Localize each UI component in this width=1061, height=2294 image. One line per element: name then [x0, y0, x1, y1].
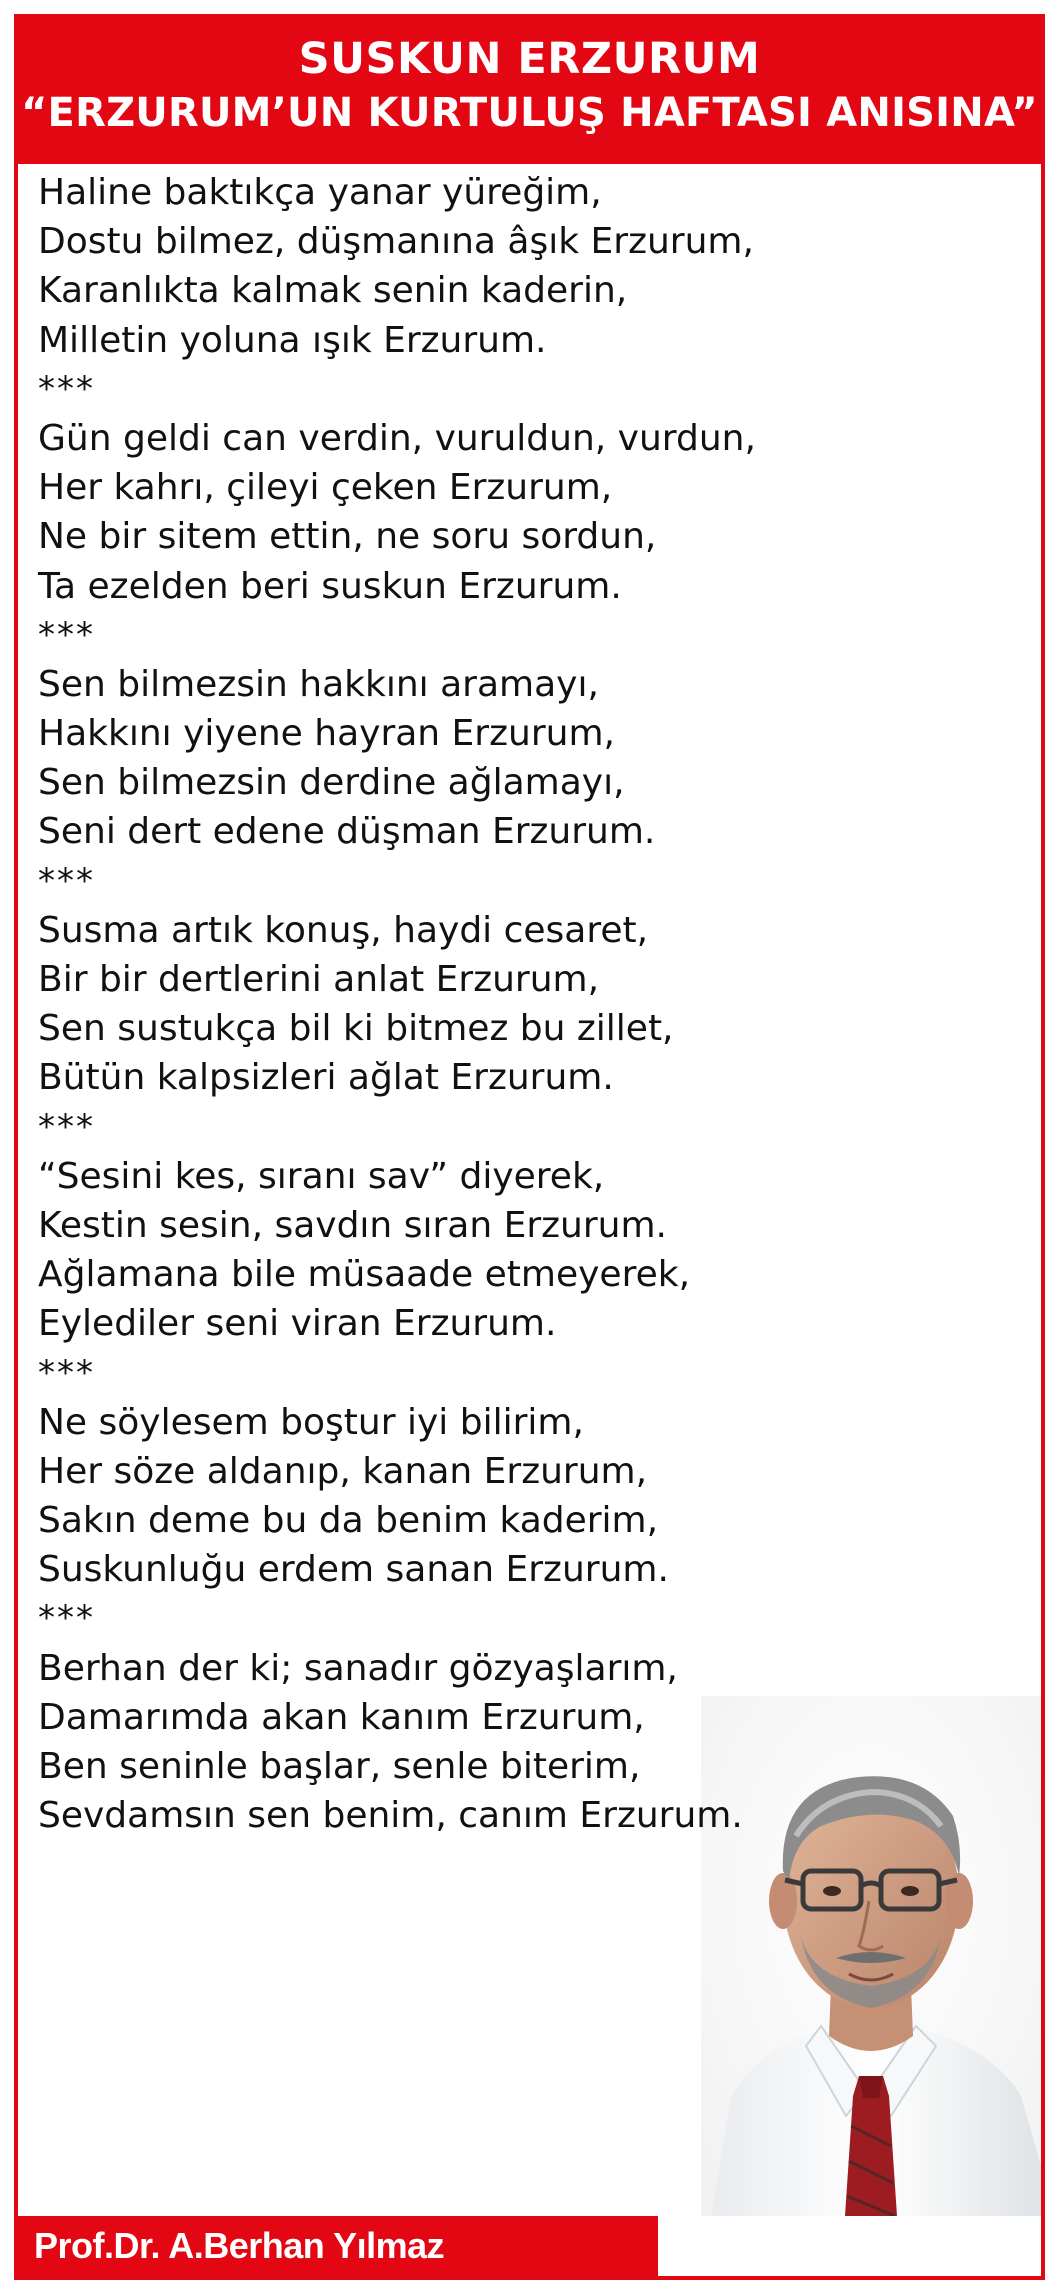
poem-line: Kestin sesin, savdın sıran Erzurum.	[38, 1204, 667, 1246]
poem-line: Berhan der ki; sanadır gözyaşlarım,	[38, 1647, 678, 1689]
stanza-separator: ***	[38, 860, 95, 901]
stanza-separator: ***	[38, 1598, 95, 1639]
poem-line: Sen sustukça bil ki bitmez bu zillet,	[38, 1008, 674, 1050]
poem-line: Sen bilmezsin hakkını aramayı,	[38, 663, 599, 705]
poem-line: Gün geldi can verdin, vuruldun, vurdun,	[38, 417, 756, 459]
poem-line: Bütün kalpsizleri ağlat Erzurum.	[38, 1057, 614, 1099]
poem-line: Dostu bilmez, düşmanına âşık Erzurum,	[38, 221, 754, 263]
poem-line: Sevdamsın sen benim, canım Erzurum.	[38, 1795, 743, 1837]
stanza-separator: ***	[38, 614, 95, 655]
poem-line: Karanlıkta kalmak senin kaderin,	[38, 270, 628, 312]
poem-body	[38, 168, 1028, 1840]
poem-line: Milletin yoluna ışık Erzurum.	[38, 319, 547, 361]
poem-line: Susma artık konuş, haydi cesaret,	[38, 909, 649, 951]
poem-line: Her söze aldanıp, kanan Erzurum,	[38, 1450, 648, 1492]
poem-line: “Sesini kes, sıranı sav” diyerek,	[38, 1155, 605, 1197]
stanza-separator: ***	[38, 368, 95, 409]
poem-line: Sakın deme bu da benim kaderim,	[38, 1500, 659, 1542]
poem-line: Damarımda akan kanım Erzurum,	[38, 1696, 645, 1738]
poem-line: Sen bilmezsin derdine ağlamayı,	[38, 762, 625, 804]
header-banner	[18, 18, 1041, 164]
stanza-separator: ***	[38, 1352, 95, 1393]
author-name-bar: Prof.Dr. A.Berhan Yılmaz	[18, 2216, 658, 2276]
poem-title: SUSKUN ERZURUM	[298, 34, 761, 84]
poem-line: Ne bir sitem ettin, ne soru sordun,	[38, 516, 657, 558]
poem-line: Suskunluğu erdem sanan Erzurum.	[38, 1549, 669, 1591]
article-frame	[14, 14, 1045, 2280]
stanza-separator: ***	[38, 1106, 95, 1147]
poem-line: Ne söylesem boştur iyi bilirim,	[38, 1401, 584, 1443]
poem-line: Ağlamana bile müsaade etmeyerek,	[38, 1254, 691, 1296]
poem-line: Ta ezelden beri suskun Erzurum.	[38, 565, 622, 607]
poem-line: Seni dert edene düşman Erzurum.	[38, 811, 656, 853]
poem-line: Bir bir dertlerini anlat Erzurum,	[38, 959, 600, 1000]
poem-line: Haline baktıkça yanar yüreğim,	[38, 172, 602, 213]
poem-subtitle: “ERZURUM’UN KURTULUŞ HAFTASI ANISINA”	[21, 90, 1038, 136]
poem-line: Her kahrı, çileyi çeken Erzurum,	[38, 467, 613, 509]
poem-line: Ben seninle başlar, senle biterim,	[38, 1746, 641, 1787]
poem-line: Eylediler seni viran Erzurum.	[38, 1303, 557, 1345]
poem-line: Hakkını yiyene hayran Erzurum,	[38, 713, 615, 755]
